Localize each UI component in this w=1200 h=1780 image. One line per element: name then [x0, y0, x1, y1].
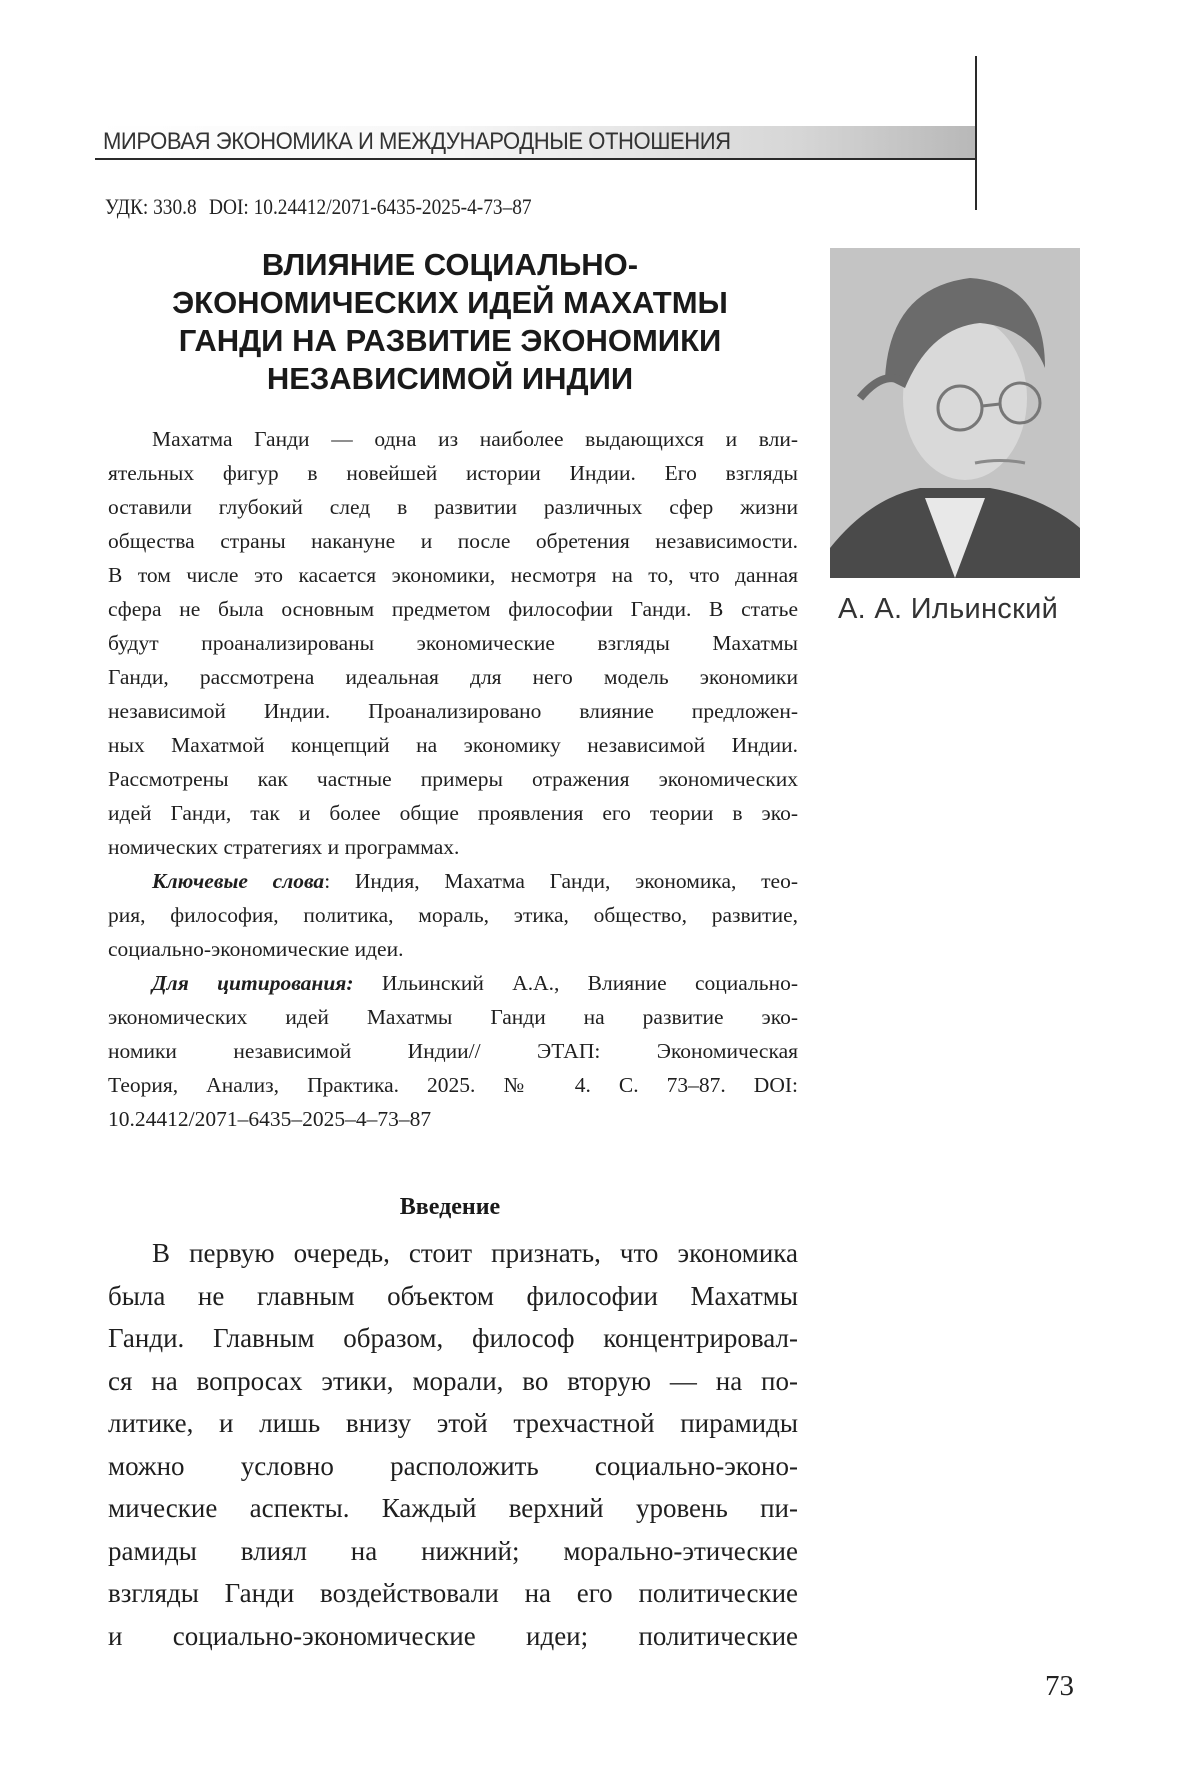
keywords-text: : Индия, Махатма Ганди, экономика, тео-	[324, 869, 798, 893]
abstract-line: ятельных фигур в новейшей истории Индии. Его взгляды	[108, 461, 798, 485]
citation-line: Теория, Анализ, Практика. 2025. № 4. С. 73–87. DOI:	[108, 1073, 798, 1097]
page-number: 73	[1045, 1670, 1074, 1702]
abstract-line: номических стратегиях и программах.	[108, 835, 460, 859]
abstract	[108, 422, 798, 1136]
udk-code: УДК: 330.8	[105, 194, 197, 219]
abstract-line: сфера не была основным предметом философии Ганди. В статье	[108, 597, 798, 621]
citation-text: Ильинский А.А., Влияние социально-	[353, 971, 798, 995]
citation-line	[108, 966, 798, 1000]
article-title	[110, 246, 790, 398]
section-title: МИРОВАЯ ЭКОНОМИКА И МЕЖДУНАРОДНЫЕ ОТНОШЕНИЯ	[103, 128, 731, 155]
body-line: была не главным объектом философии Махатмы	[108, 1280, 798, 1311]
section-header-bar	[95, 126, 975, 160]
abstract-line: В том числе это касается экономики, несмотря на то, что данная	[108, 563, 798, 587]
body-line: и социально-экономические идеи; политические	[108, 1620, 798, 1651]
citation-label: Для цитирования:	[152, 971, 354, 995]
abstract-line: будут проанализированы экономические взгляды Махатмы	[108, 631, 798, 655]
keywords-label: Ключевые слова	[152, 869, 325, 893]
author-photo	[830, 248, 1080, 578]
abstract-line: идей Ганди, так и более общие проявления его теории в эко-	[108, 801, 798, 825]
author-name: А. А. Ильинский	[838, 593, 1059, 625]
title-line: ЭКОНОМИЧЕСКИХ ИДЕЙ МАХАТМЫ	[172, 285, 728, 320]
keywords-line: социально-экономические идеи.	[108, 937, 404, 961]
keywords-line	[108, 864, 798, 898]
doi-code: DOI: 10.24412/2071-6435-2025-4-73–87	[208, 194, 532, 219]
introduction-body	[108, 1232, 798, 1657]
abstract-line: ных Махатмой концепций на экономику независимой Индии.	[108, 733, 798, 757]
introduction-heading: Введение	[399, 1194, 501, 1220]
abstract-line: общества страны накануне и после обретения независимости.	[108, 529, 798, 553]
citation-line: номики независимой Индии// ЭТАП: Экономическая	[108, 1039, 798, 1063]
title-line: НЕЗАВИСИМОЙ ИНДИИ	[266, 361, 634, 396]
body-line: мические аспекты. Каждый верхний уровень пи-	[108, 1493, 798, 1523]
abstract-line: Махатма Ганди — одна из наиболее выдающихся и вли-	[152, 427, 798, 451]
body-line: рамиды влиял на нижний; морально-этические	[108, 1535, 798, 1566]
body-line: литике, и лишь внизу этой трехчастной пирамиды	[108, 1408, 798, 1438]
abstract-line: Рассмотрены как частные примеры отражения экономических	[108, 767, 798, 791]
body-line: ся на вопросах этики, морали, во вторую — на по-	[108, 1365, 798, 1396]
title-line: ГАНДИ НА РАЗВИТИЕ ЭКОНОМИКИ	[178, 323, 722, 358]
citation-line: экономических идей Махатмы Ганди на развитие эко-	[108, 1005, 798, 1029]
title-line: ВЛИЯНИЕ СОЦИАЛЬНО-	[261, 247, 639, 282]
udk-doi-line	[105, 194, 532, 220]
body-line: В первую очередь, стоит признать, что экономика	[152, 1238, 798, 1268]
abstract-line: Ганди, рассмотрена идеальная для него модель экономики	[108, 665, 798, 689]
section-header-rule	[95, 158, 975, 160]
abstract-line: независимой Индии. Проанализировано влияние предложен-	[108, 699, 798, 723]
body-line: можно условно расположить социально-эконо-	[108, 1450, 798, 1481]
portrait-image	[830, 248, 1080, 578]
citation-line: 10.24412/2071–6435–2025–4–73–87	[108, 1107, 432, 1131]
abstract-line: оставили глубокий след в развитии различных сфер жизни	[108, 495, 798, 519]
header-vertical-rule	[975, 56, 977, 210]
body-line: взгляды Ганди воздействовали на его политические	[108, 1578, 798, 1608]
keywords-line: рия, философия, политика, мораль, этика, общество, развитие,	[108, 903, 798, 927]
body-line: Ганди. Главным образом, философ концентрировал-	[108, 1323, 798, 1353]
